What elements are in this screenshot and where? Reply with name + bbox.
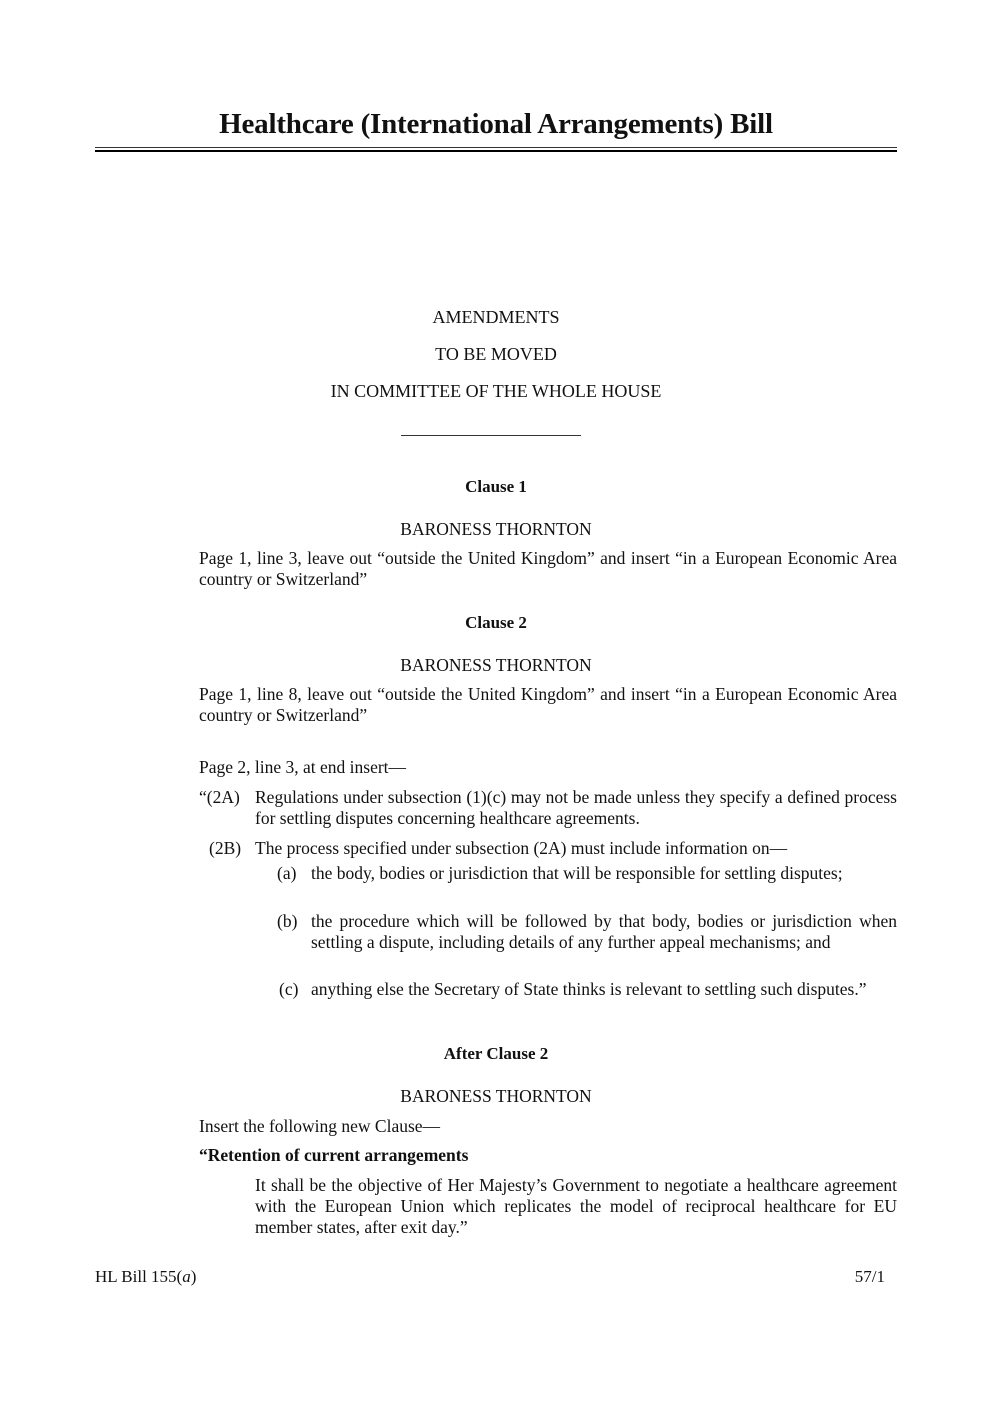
title-rule-thick xyxy=(95,150,897,152)
amendment-text: Page 1, line 3, leave out “outside the United Kingdom” and insert “in a European Economic Area country or Switzerland” xyxy=(199,548,897,589)
header-amendments: AMENDMENTS xyxy=(432,307,560,327)
new-clause-body: It shall be the objective of Her Majesty’s Government to negotiate a healthcare agreement with the European Union which replicates the model of reciprocal healthcare for EU member states, after exit day.” xyxy=(255,1175,897,1237)
section-heading-clause-2: Clause 2 xyxy=(465,613,527,632)
amendment-text: Page 2, line 3, at end insert— xyxy=(199,757,407,777)
subsection-text: The process specified under subsection (2A) must include information on— xyxy=(255,838,788,858)
section-heading-clause-1: Clause 1 xyxy=(465,477,527,496)
header-committee: IN COMMITTEE OF THE WHOLE HOUSE xyxy=(330,381,662,401)
bill-title: Healthcare (International Arrangements) Bill xyxy=(219,108,773,140)
paragraph-label: (a) xyxy=(277,863,297,883)
bill-ref-italic: a xyxy=(182,1267,191,1286)
paragraph-label: (b) xyxy=(277,911,298,931)
subsection-text: Regulations under subsection (1)(c) may not be made unless they specify a defined process for settling disputes concerning healthcare agreements. xyxy=(255,787,897,828)
paragraph-label: (c) xyxy=(279,979,299,999)
paragraph-text: anything else the Secretary of State thinks is relevant to settling such disputes.” xyxy=(311,979,867,999)
title-rule-thin xyxy=(95,147,897,148)
amendment-text: Page 1, line 8, leave out “outside the United Kingdom” and insert “in a European Economic Area country or Switzerland” xyxy=(199,684,897,725)
amendment-text: Insert the following new Clause— xyxy=(199,1116,441,1136)
paragraph-text: the procedure which will be followed by that body, bodies or jurisdiction when settling a dispute, including details of any further appeal mechanisms; and xyxy=(311,911,897,952)
mover-name: BARONESS THORNTON xyxy=(400,1086,592,1106)
header-to-be-moved: TO BE MOVED xyxy=(435,344,557,364)
mover-name: BARONESS THORNTON xyxy=(400,519,592,539)
bill-reference xyxy=(95,1266,196,1288)
mover-name: BARONESS THORNTON xyxy=(400,655,592,675)
paragraph-text: the body, bodies or jurisdiction that will be responsible for settling disputes; xyxy=(311,863,843,883)
bill-ref-suffix: ) xyxy=(190,1267,197,1286)
page-reference: 57/1 xyxy=(854,1267,885,1286)
section-heading-after-clause-2: After Clause 2 xyxy=(443,1044,549,1063)
new-clause-title: “Retention of current arrangements xyxy=(199,1145,469,1165)
subsection-label: “(2A) xyxy=(199,787,240,807)
bill-ref-prefix: HL Bill 155( xyxy=(95,1267,183,1286)
subsection-label: (2B) xyxy=(209,838,242,858)
separator-rule xyxy=(401,435,581,436)
